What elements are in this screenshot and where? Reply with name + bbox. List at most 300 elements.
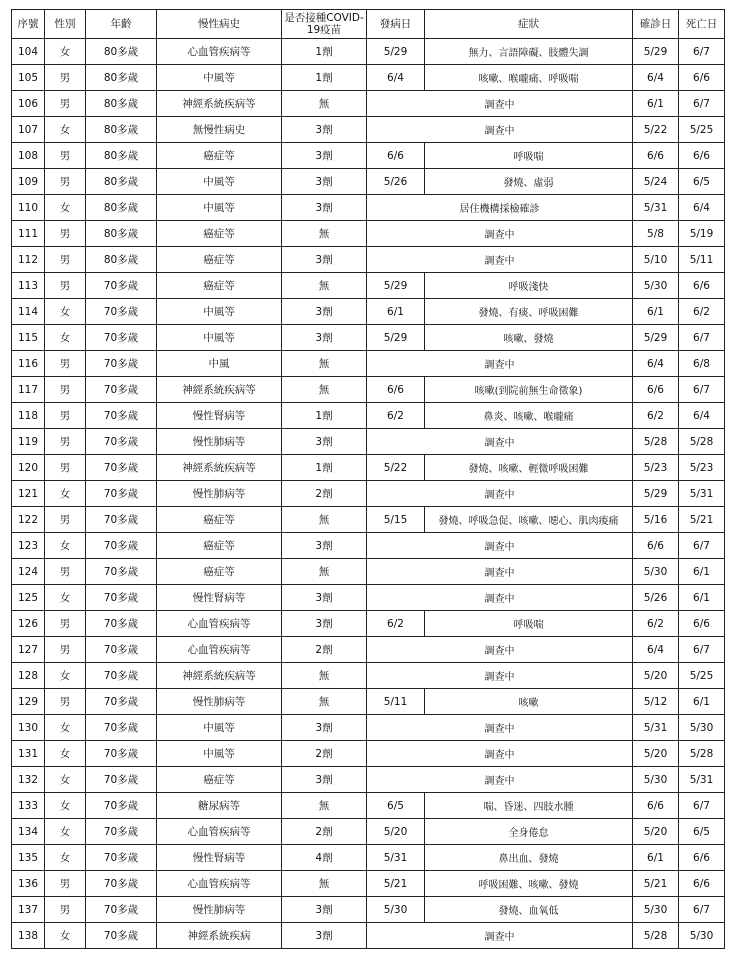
cell-serial: 110 — [12, 195, 45, 221]
cell-symptoms: 呼吸淺快 — [425, 273, 633, 299]
table-row — [12, 195, 725, 221]
cell-symptoms: 調查中 — [367, 715, 633, 741]
cell-confirmed-date: 6/6 — [633, 377, 679, 403]
cell-serial: 126 — [12, 611, 45, 637]
cell-chronic-history: 癌症等 — [157, 559, 282, 585]
cell-vaccinated: 3劑 — [282, 325, 367, 351]
cell-symptoms: 全身倦怠 — [425, 819, 633, 845]
cell-serial: 115 — [12, 325, 45, 351]
header-symptoms: 症狀 — [425, 10, 633, 39]
cell-vaccinated: 3劑 — [282, 169, 367, 195]
cell-symptoms: 鼻炎、咳嗽、喉嚨痛 — [425, 403, 633, 429]
table-row — [12, 429, 725, 455]
cell-vaccinated: 3劑 — [282, 117, 367, 143]
cell-death-date: 5/25 — [679, 117, 725, 143]
table-row — [12, 585, 725, 611]
cell-symptoms: 發燒、有痰、呼吸困難 — [425, 299, 633, 325]
cell-sex: 女 — [45, 923, 86, 949]
cell-age: 70多歲 — [86, 377, 157, 403]
cell-serial: 109 — [12, 169, 45, 195]
cell-symptoms: 調查中 — [367, 767, 633, 793]
cell-vaccinated: 3劑 — [282, 611, 367, 637]
header-sex: 性別 — [45, 10, 86, 39]
cell-chronic-history: 無慢性病史 — [157, 117, 282, 143]
cell-serial: 129 — [12, 689, 45, 715]
cell-death-date: 6/6 — [679, 845, 725, 871]
cell-confirmed-date: 5/28 — [633, 923, 679, 949]
cell-vaccinated: 無 — [282, 507, 367, 533]
cell-sex: 女 — [45, 325, 86, 351]
cell-chronic-history: 癌症等 — [157, 221, 282, 247]
cell-sex: 男 — [45, 689, 86, 715]
table-row — [12, 819, 725, 845]
cell-sex: 男 — [45, 871, 86, 897]
cell-symptoms: 無力、言語障礙、肢體失調 — [425, 39, 633, 65]
cell-sex: 男 — [45, 637, 86, 663]
cell-sex: 女 — [45, 533, 86, 559]
cell-sex: 男 — [45, 377, 86, 403]
cell-vaccinated: 無 — [282, 559, 367, 585]
cell-confirmed-date: 5/28 — [633, 429, 679, 455]
cell-symptoms: 呼吸喘 — [425, 611, 633, 637]
cell-vaccinated: 3劑 — [282, 767, 367, 793]
cell-confirmed-date: 5/24 — [633, 169, 679, 195]
cell-sex: 女 — [45, 117, 86, 143]
header-serial: 序號 — [12, 10, 45, 39]
cell-serial: 138 — [12, 923, 45, 949]
cell-death-date: 6/4 — [679, 195, 725, 221]
cell-symptoms: 調查中 — [367, 741, 633, 767]
cell-symptoms: 呼吸困難、咳嗽、發燒 — [425, 871, 633, 897]
cell-serial: 107 — [12, 117, 45, 143]
cell-vaccinated: 3劑 — [282, 533, 367, 559]
cell-vaccinated: 無 — [282, 351, 367, 377]
cell-death-date: 6/7 — [679, 533, 725, 559]
cell-death-date: 6/1 — [679, 585, 725, 611]
cell-vaccinated: 3劑 — [282, 715, 367, 741]
cell-vaccinated: 4劑 — [282, 845, 367, 871]
cell-vaccinated: 2劑 — [282, 481, 367, 507]
cell-death-date: 6/7 — [679, 793, 725, 819]
cell-confirmed-date: 5/29 — [633, 325, 679, 351]
cell-death-date: 5/30 — [679, 715, 725, 741]
table-row — [12, 481, 725, 507]
cell-sex: 男 — [45, 429, 86, 455]
cell-vaccinated: 無 — [282, 273, 367, 299]
cell-serial: 108 — [12, 143, 45, 169]
cell-chronic-history: 神經系統疾病 — [157, 923, 282, 949]
table-row — [12, 689, 725, 715]
cell-confirmed-date: 6/6 — [633, 533, 679, 559]
cell-vaccinated: 3劑 — [282, 585, 367, 611]
cell-serial: 136 — [12, 871, 45, 897]
cell-symptoms: 調查中 — [367, 923, 633, 949]
cell-symptoms: 發燒、呼吸急促、咳嗽、噁心、肌肉痠痛 — [425, 507, 633, 533]
cell-sex: 女 — [45, 585, 86, 611]
cell-chronic-history: 中風等 — [157, 65, 282, 91]
cell-confirmed-date: 6/6 — [633, 793, 679, 819]
cell-chronic-history: 神經系統疾病等 — [157, 91, 282, 117]
cell-vaccinated: 2劑 — [282, 741, 367, 767]
cell-death-date: 6/6 — [679, 871, 725, 897]
cell-sex: 男 — [45, 403, 86, 429]
cell-chronic-history: 神經系統疾病等 — [157, 663, 282, 689]
cell-onset-date: 5/29 — [367, 273, 425, 299]
cell-confirmed-date: 5/30 — [633, 273, 679, 299]
table-row — [12, 663, 725, 689]
cell-symptoms: 調查中 — [367, 247, 633, 273]
cell-sex: 女 — [45, 195, 86, 221]
table-body — [12, 39, 725, 949]
cell-death-date: 6/5 — [679, 819, 725, 845]
cell-sex: 男 — [45, 221, 86, 247]
cell-symptoms: 咳嗽、喉嚨痛、呼吸喘 — [425, 65, 633, 91]
cell-confirmed-date: 5/31 — [633, 195, 679, 221]
cell-serial: 106 — [12, 91, 45, 117]
cell-death-date: 6/6 — [679, 143, 725, 169]
death-case-table — [11, 9, 725, 949]
table-row — [12, 221, 725, 247]
cell-sex: 女 — [45, 741, 86, 767]
cell-confirmed-date: 5/30 — [633, 767, 679, 793]
cell-sex: 女 — [45, 481, 86, 507]
cell-symptoms: 鼻出血、發燒 — [425, 845, 633, 871]
table-row — [12, 767, 725, 793]
cell-sex: 女 — [45, 819, 86, 845]
cell-age: 70多歲 — [86, 533, 157, 559]
table-row — [12, 377, 725, 403]
cell-onset-date: 6/5 — [367, 793, 425, 819]
cell-vaccinated: 3劑 — [282, 897, 367, 923]
cell-death-date: 6/8 — [679, 351, 725, 377]
cell-death-date: 6/7 — [679, 325, 725, 351]
cell-age: 70多歲 — [86, 429, 157, 455]
cell-serial: 112 — [12, 247, 45, 273]
cell-confirmed-date: 5/10 — [633, 247, 679, 273]
table-row — [12, 559, 725, 585]
cell-sex: 男 — [45, 273, 86, 299]
cell-confirmed-date: 5/30 — [633, 559, 679, 585]
cell-chronic-history: 心血管疾病等 — [157, 871, 282, 897]
cell-chronic-history: 癌症等 — [157, 273, 282, 299]
cell-chronic-history: 心血管疾病等 — [157, 819, 282, 845]
cell-chronic-history: 慢性腎病等 — [157, 585, 282, 611]
header-vaccinated: 是否接種COVID-19疫苗 — [282, 10, 367, 39]
cell-serial: 118 — [12, 403, 45, 429]
cell-chronic-history: 神經系統疾病等 — [157, 455, 282, 481]
cell-confirmed-date: 5/29 — [633, 39, 679, 65]
cell-death-date: 6/7 — [679, 91, 725, 117]
cell-death-date: 6/6 — [679, 273, 725, 299]
cell-serial: 125 — [12, 585, 45, 611]
cell-serial: 124 — [12, 559, 45, 585]
cell-age: 70多歲 — [86, 611, 157, 637]
cell-death-date: 6/1 — [679, 689, 725, 715]
cell-death-date: 6/5 — [679, 169, 725, 195]
header-chronic-history: 慢性病史 — [157, 10, 282, 39]
cell-symptoms: 調查中 — [367, 663, 633, 689]
cell-confirmed-date: 6/1 — [633, 91, 679, 117]
cell-symptoms: 調查中 — [367, 585, 633, 611]
cell-vaccinated: 3劑 — [282, 923, 367, 949]
cell-death-date: 6/7 — [679, 897, 725, 923]
header-death-date: 死亡日 — [679, 10, 725, 39]
cell-confirmed-date: 5/21 — [633, 871, 679, 897]
cell-death-date: 6/2 — [679, 299, 725, 325]
cell-sex: 女 — [45, 715, 86, 741]
cell-serial: 117 — [12, 377, 45, 403]
cell-death-date: 6/6 — [679, 65, 725, 91]
cell-sex: 男 — [45, 897, 86, 923]
table-row — [12, 715, 725, 741]
cell-serial: 120 — [12, 455, 45, 481]
header-onset-date: 發病日 — [367, 10, 425, 39]
header-confirmed-date: 確診日 — [633, 10, 679, 39]
cell-chronic-history: 中風等 — [157, 169, 282, 195]
cell-symptoms: 調查中 — [367, 429, 633, 455]
cell-onset-date: 5/11 — [367, 689, 425, 715]
cell-serial: 119 — [12, 429, 45, 455]
cell-symptoms: 咳嗽、發燒 — [425, 325, 633, 351]
cell-confirmed-date: 5/16 — [633, 507, 679, 533]
table-row — [12, 845, 725, 871]
table-row — [12, 637, 725, 663]
cell-chronic-history: 中風等 — [157, 715, 282, 741]
cell-symptoms: 發燒、咳嗽、輕微呼吸困難 — [425, 455, 633, 481]
cell-vaccinated: 3劑 — [282, 247, 367, 273]
cell-onset-date: 6/6 — [367, 377, 425, 403]
cell-vaccinated: 無 — [282, 663, 367, 689]
cell-age: 80多歲 — [86, 65, 157, 91]
cell-onset-date: 6/1 — [367, 299, 425, 325]
table-row — [12, 793, 725, 819]
table-row — [12, 741, 725, 767]
cell-age: 70多歲 — [86, 871, 157, 897]
cell-vaccinated: 無 — [282, 793, 367, 819]
cell-symptoms: 調查中 — [367, 117, 633, 143]
cell-death-date: 5/19 — [679, 221, 725, 247]
cell-chronic-history: 神經系統疾病等 — [157, 377, 282, 403]
cell-sex: 女 — [45, 767, 86, 793]
cell-onset-date: 5/20 — [367, 819, 425, 845]
cell-sex: 男 — [45, 351, 86, 377]
table-row — [12, 533, 725, 559]
cell-age: 70多歲 — [86, 559, 157, 585]
table-row — [12, 91, 725, 117]
cell-symptoms: 發燒、血氧低 — [425, 897, 633, 923]
cell-age: 80多歲 — [86, 117, 157, 143]
cell-confirmed-date: 6/2 — [633, 611, 679, 637]
table-row — [12, 273, 725, 299]
cell-serial: 131 — [12, 741, 45, 767]
cell-age: 70多歲 — [86, 273, 157, 299]
cell-age: 70多歲 — [86, 923, 157, 949]
cell-death-date: 6/7 — [679, 39, 725, 65]
cell-symptoms: 居住機構採檢確診 — [367, 195, 633, 221]
cell-symptoms: 呼吸喘 — [425, 143, 633, 169]
cell-age: 70多歲 — [86, 455, 157, 481]
cell-serial: 113 — [12, 273, 45, 299]
cell-onset-date: 6/6 — [367, 143, 425, 169]
header-age: 年齡 — [86, 10, 157, 39]
cell-age: 80多歲 — [86, 169, 157, 195]
cell-symptoms: 調查中 — [367, 221, 633, 247]
table-row — [12, 871, 725, 897]
cell-symptoms: 調查中 — [367, 91, 633, 117]
cell-death-date: 5/30 — [679, 923, 725, 949]
cell-sex: 男 — [45, 247, 86, 273]
cell-onset-date: 5/22 — [367, 455, 425, 481]
cell-age: 70多歲 — [86, 819, 157, 845]
cell-age: 70多歲 — [86, 403, 157, 429]
cell-onset-date: 6/4 — [367, 65, 425, 91]
cell-symptoms: 咳嗽 — [425, 689, 633, 715]
cell-vaccinated: 1劑 — [282, 455, 367, 481]
table-row — [12, 455, 725, 481]
cell-serial: 121 — [12, 481, 45, 507]
cell-sex: 男 — [45, 507, 86, 533]
cell-serial: 123 — [12, 533, 45, 559]
cell-vaccinated: 無 — [282, 221, 367, 247]
cell-chronic-history: 中風 — [157, 351, 282, 377]
table-row — [12, 299, 725, 325]
cell-onset-date: 5/29 — [367, 325, 425, 351]
cell-sex: 男 — [45, 91, 86, 117]
cell-chronic-history: 心血管疾病等 — [157, 39, 282, 65]
cell-confirmed-date: 5/30 — [633, 897, 679, 923]
cell-serial: 137 — [12, 897, 45, 923]
cell-confirmed-date: 6/2 — [633, 403, 679, 429]
table-row — [12, 611, 725, 637]
cell-symptoms: 喘、昏迷、四肢水腫 — [425, 793, 633, 819]
cell-vaccinated: 3劑 — [282, 299, 367, 325]
cell-confirmed-date: 5/26 — [633, 585, 679, 611]
cell-chronic-history: 癌症等 — [157, 143, 282, 169]
cell-confirmed-date: 5/22 — [633, 117, 679, 143]
cell-symptoms: 調查中 — [367, 559, 633, 585]
cell-age: 70多歲 — [86, 585, 157, 611]
cell-vaccinated: 無 — [282, 871, 367, 897]
table-row — [12, 351, 725, 377]
cell-symptoms: 發燒、虛弱 — [425, 169, 633, 195]
cell-chronic-history: 中風等 — [157, 325, 282, 351]
cell-chronic-history: 中風等 — [157, 195, 282, 221]
cell-serial: 133 — [12, 793, 45, 819]
cell-onset-date: 5/15 — [367, 507, 425, 533]
cell-age: 70多歲 — [86, 689, 157, 715]
cell-serial: 116 — [12, 351, 45, 377]
cell-symptoms: 調查中 — [367, 637, 633, 663]
cell-sex: 女 — [45, 793, 86, 819]
cell-age: 80多歲 — [86, 247, 157, 273]
cell-chronic-history: 癌症等 — [157, 533, 282, 559]
cell-vaccinated: 3劑 — [282, 429, 367, 455]
cell-confirmed-date: 5/20 — [633, 663, 679, 689]
cell-death-date: 5/31 — [679, 767, 725, 793]
cell-symptoms: 調查中 — [367, 351, 633, 377]
cell-death-date: 5/31 — [679, 481, 725, 507]
cell-chronic-history: 心血管疾病等 — [157, 637, 282, 663]
cell-confirmed-date: 5/8 — [633, 221, 679, 247]
cell-vaccinated: 1劑 — [282, 65, 367, 91]
cell-vaccinated: 無 — [282, 91, 367, 117]
cell-chronic-history: 癌症等 — [157, 247, 282, 273]
cell-age: 70多歲 — [86, 507, 157, 533]
cell-confirmed-date: 5/20 — [633, 741, 679, 767]
cell-vaccinated: 2劑 — [282, 819, 367, 845]
cell-sex: 男 — [45, 65, 86, 91]
cell-onset-date: 5/31 — [367, 845, 425, 871]
table-header-row — [12, 10, 725, 39]
cell-vaccinated: 3劑 — [282, 143, 367, 169]
cell-age: 70多歲 — [86, 637, 157, 663]
cell-sex: 男 — [45, 455, 86, 481]
cell-onset-date: 5/21 — [367, 871, 425, 897]
table-row — [12, 117, 725, 143]
cell-symptoms: 調查中 — [367, 533, 633, 559]
cell-death-date: 5/28 — [679, 429, 725, 455]
cell-age: 70多歲 — [86, 767, 157, 793]
cell-confirmed-date: 5/12 — [633, 689, 679, 715]
cell-age: 70多歲 — [86, 741, 157, 767]
cell-death-date: 6/7 — [679, 637, 725, 663]
cell-death-date: 5/11 — [679, 247, 725, 273]
cell-confirmed-date: 6/1 — [633, 845, 679, 871]
cell-death-date: 6/4 — [679, 403, 725, 429]
cell-confirmed-date: 5/20 — [633, 819, 679, 845]
cell-serial: 127 — [12, 637, 45, 663]
cell-age: 70多歲 — [86, 481, 157, 507]
cell-chronic-history: 心血管疾病等 — [157, 611, 282, 637]
cell-serial: 122 — [12, 507, 45, 533]
cell-serial: 132 — [12, 767, 45, 793]
cell-onset-date: 6/2 — [367, 403, 425, 429]
cell-symptoms: 調查中 — [367, 481, 633, 507]
cell-confirmed-date: 5/23 — [633, 455, 679, 481]
cell-onset-date: 5/29 — [367, 39, 425, 65]
cell-age: 70多歲 — [86, 845, 157, 871]
cell-age: 80多歲 — [86, 39, 157, 65]
table-row — [12, 65, 725, 91]
cell-age: 80多歲 — [86, 195, 157, 221]
cell-vaccinated: 3劑 — [282, 195, 367, 221]
cell-vaccinated: 無 — [282, 689, 367, 715]
cell-sex: 男 — [45, 169, 86, 195]
cell-symptoms: 咳嗽(到院前無生命徵象) — [425, 377, 633, 403]
cell-chronic-history: 慢性肺病等 — [157, 481, 282, 507]
cell-age: 70多歲 — [86, 325, 157, 351]
table-row — [12, 169, 725, 195]
cell-age: 70多歲 — [86, 793, 157, 819]
cell-chronic-history: 中風等 — [157, 299, 282, 325]
cell-sex: 女 — [45, 39, 86, 65]
table-row — [12, 39, 725, 65]
cell-vaccinated: 2劑 — [282, 637, 367, 663]
cell-onset-date: 5/30 — [367, 897, 425, 923]
cell-chronic-history: 癌症等 — [157, 767, 282, 793]
cell-age: 70多歲 — [86, 897, 157, 923]
cell-age: 70多歲 — [86, 299, 157, 325]
cell-serial: 104 — [12, 39, 45, 65]
cell-serial: 128 — [12, 663, 45, 689]
cell-serial: 135 — [12, 845, 45, 871]
cell-death-date: 5/23 — [679, 455, 725, 481]
cell-age: 80多歲 — [86, 91, 157, 117]
cell-serial: 105 — [12, 65, 45, 91]
cell-chronic-history: 慢性肺病等 — [157, 429, 282, 455]
cell-chronic-history: 慢性腎病等 — [157, 845, 282, 871]
cell-onset-date: 6/2 — [367, 611, 425, 637]
